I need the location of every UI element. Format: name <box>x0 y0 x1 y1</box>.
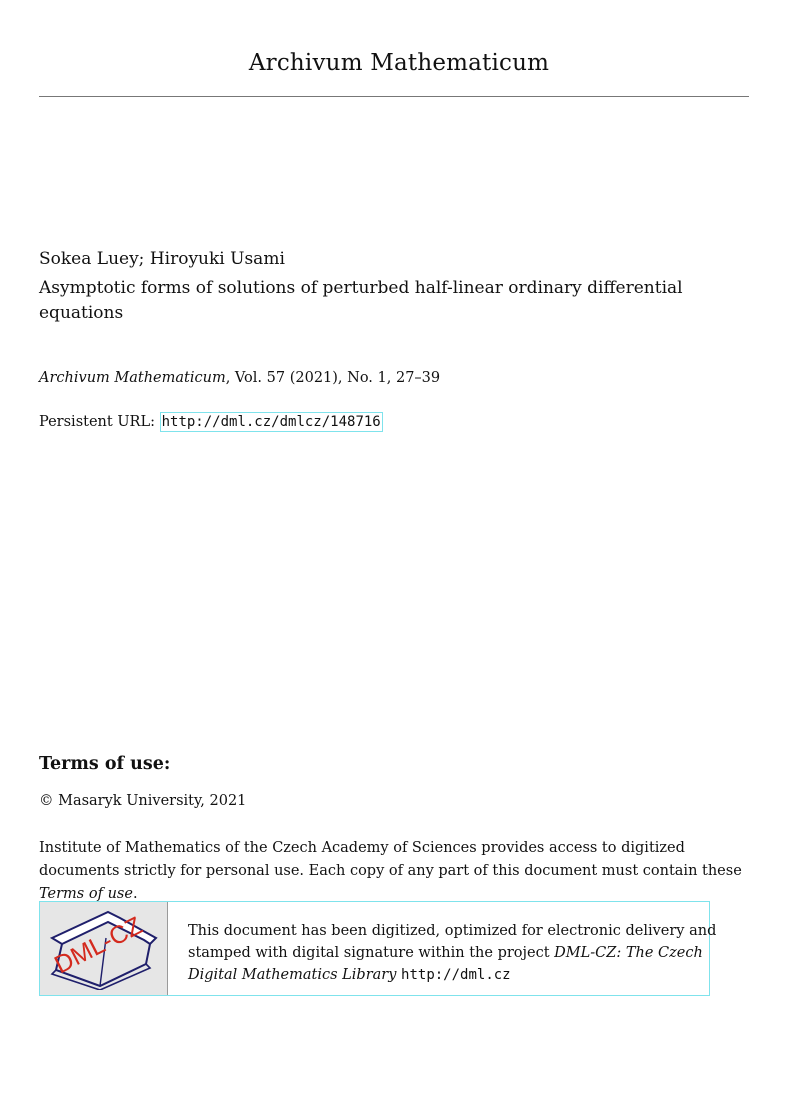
persistent-url-link[interactable]: http://dml.cz/dmlcz/148716 <box>161 414 381 430</box>
dml-text-italic: DML-CZ: The Czech Digital Mathematics Library <box>188 945 703 983</box>
terms-text-main: Institute of Mathematics of the Czech Academy of Sciences provides access to digitized documents strictly for personal use. Each copy of any part of this document must contain these <box>39 840 742 879</box>
citation-details: , Vol. 57 (2021), No. 1, 27–39 <box>225 370 441 386</box>
article-authors: Sokea Luey; Hiroyuki Usami <box>39 249 285 269</box>
dml-book-logo-icon <box>48 908 160 990</box>
journal-title: Archivum Mathematicum <box>248 50 550 76</box>
article-title: Asymptotic forms of solutions of perturbed half-linear ordinary differential equations <box>39 278 683 323</box>
dml-notice-box <box>39 901 717 996</box>
citation-journal: Archivum Mathematicum <box>39 370 226 386</box>
persistent-url-line <box>39 414 383 430</box>
dml-url-link[interactable]: http://dml.cz <box>401 967 511 983</box>
dml-logo-text: DML-CZ <box>50 911 147 980</box>
terms-text <box>39 837 749 906</box>
terms-text-end: . <box>132 886 138 902</box>
terms-heading: Terms of use: <box>39 754 171 774</box>
dml-notice-text <box>188 920 718 986</box>
copyright-notice: © Masaryk University, 2021 <box>39 793 247 809</box>
terms-text-italic: Terms of use <box>39 886 133 902</box>
citation <box>39 370 440 386</box>
dml-text-main: This document has been digitized, optimized for electronic delivery and stamped with digital signature within the project <box>188 923 717 961</box>
dml-logo <box>40 902 168 995</box>
persistent-url-label: Persistent URL: <box>39 414 160 430</box>
header-divider <box>39 96 749 97</box>
